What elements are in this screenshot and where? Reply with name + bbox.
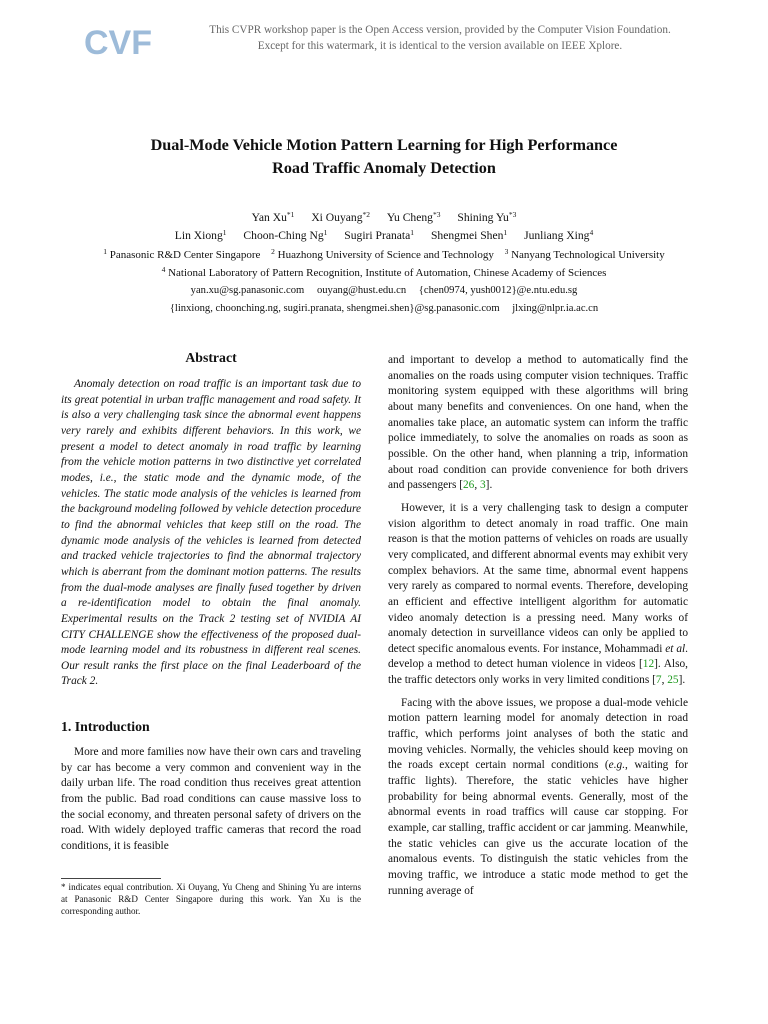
watermark-text xyxy=(140,23,740,54)
left-column xyxy=(61,348,361,862)
author: Shengmei Shen$^1$ xyxy=(430,228,508,243)
author: Choon-Ching Ng$^1$ xyxy=(243,228,328,243)
introduction-heading: 1. Introduction xyxy=(61,719,150,735)
abstract-heading: Abstract xyxy=(185,350,237,365)
affiliation: $^4$ National Laboratory of Pattern Recognition, Institute of Automation, Chinese Academy of Sciences xyxy=(161,264,607,279)
author-row-2 xyxy=(40,227,728,245)
author: Yan Xu$^{*1}$ xyxy=(251,210,295,224)
title-line-2: Road Traffic Anomaly Detection xyxy=(272,158,496,177)
watermark-line-1: This CVPR workshop paper is the Open Access version, provided by the Computer Vision Foundation. xyxy=(209,24,671,36)
affiliation: $^1$ Panasonic R&D Center Singapore xyxy=(103,246,261,261)
email-row-1 xyxy=(40,282,728,300)
affiliation: $^3$ Nanyang Technological University xyxy=(504,246,665,261)
title-line-1: Dual-Mode Vehicle Motion Pattern Learning for High Performance xyxy=(150,136,618,154)
citation-link[interactable]: 7 xyxy=(655,674,662,687)
citation-link[interactable]: 25 xyxy=(667,674,679,687)
affiliation: $^2$ Huazhong University of Science and Technology xyxy=(271,246,494,261)
email: {chen0974, yush0012}@e.ntu.edu.sg xyxy=(418,285,578,297)
right-paragraph-2: However, it is a very challenging task to design a computer vision algorithm to detect anomaly in road traffic. One main reason is that the motion patterns of vehicles on roads are usually very complicated, and different abnormal events may exhibit very complex behaviors. At the same time, abnormal event happens very rarely as compared to normal events. Therefore, developing an efficient and effective intelligent algorithm for automatic video anomaly detection is a pressing need. Many works of anomaly detection in surveillance videos can only be applied to detect specific anomalous events. For instance, Mohammadi et al. develop a method to detect human violence in videos [12]. Also, the traffic detectors only works in very limited conditions [7, 25]. xyxy=(388,501,688,687)
citation-link[interactable]: 3 xyxy=(480,479,486,492)
email-row-2 xyxy=(40,300,728,318)
email: yan.xu@sg.panasonic.com xyxy=(190,285,305,297)
author: Lin Xiong$^1$ xyxy=(174,228,227,243)
footnote: * indicates equal contribution. Xi Ouyang, Yu Cheng and Shining Yu are interns at Panasonic R&D Center Singapore during this work. Yan Xu is the corresponding author. xyxy=(61,882,361,917)
email: ouyang@hust.edu.cn xyxy=(316,285,407,297)
author-row-1 xyxy=(40,209,728,227)
author-block xyxy=(40,209,728,319)
watermark-line-2: Except for this watermark, it is identical to the version available on IEEE Xplore. xyxy=(257,39,623,52)
cvf-logo-icon xyxy=(84,20,152,62)
footnote-rule xyxy=(61,878,161,879)
paper-title xyxy=(60,134,708,179)
introduction-paragraph-1: More and more families now have their own cars and traveling by car has become a very common and convenient way in the daily urban life. The road condition thus receives great attention from the public. Bad road conditions can cause massive loss to the social economy, and threaten personal safety of drivers on the road. With widely deployed traffic cameras that record the road conditions, it is feasible xyxy=(61,746,361,853)
cvf-watermark xyxy=(84,20,671,62)
author: Shining Yu$^{*3}$ xyxy=(457,210,517,224)
citation-link[interactable]: 12 xyxy=(642,658,655,671)
right-paragraph-1: and important to develop a method to automatically find the anomalies on the roads using computer vision techniques. Traffic monitoring system equipped with these algorithms will bring about many benefits and conveniences. On one hand, when the anomalies take place, an automatic system can inform the traffic police immediately, to solve the anomalies on roads as soon as possible. On the other hand, when planning a trip, information about road condition can provide convenience for both drivers and passengers [26, 3]. xyxy=(388,354,688,492)
email: {linxiong, choonching.ng, sugiri.pranata, shengmei.shen}@sg.panasonic.com xyxy=(169,303,500,315)
right-paragraph-3: Facing with the above issues, we propose a dual-mode vehicle motion pattern learning model for anomaly detection in road traffic, which performs joint analyses of both the static and moving vehicles. Normally, the vehicles should keep moving on the roads except certain normal conditions (e.g., waiting for traffic lights). Therefore, the static vehicles have higher probability for being abnormal events. Generally, most of the abnormal events in road traffics will cause car stopping. For example, car stalling, traffic accident or car jamming. Meanwhile, the static vehicles can give us the accurate location of the anomalous events. To distinguish the static vehicles from the moving traffic, we introduce a static mode method to get the running average of xyxy=(388,696,688,897)
citation-link[interactable]: 26 xyxy=(462,479,475,492)
email: jlxing@nlpr.ia.ac.cn xyxy=(512,303,599,315)
affiliation-row-1 xyxy=(40,246,728,264)
cvf-logo-text: CVF xyxy=(84,24,152,62)
abstract-body: Anomaly detection on road traffic is an important task due to its great potential in urban traffic management and road safety. It is also a very challenging task since the abnormal event happens very rarely and exhibits different behaviors. In this work, we present a model to detect anomaly in road traffic by learning from the vehicle motion patterns in two distinctive yet correlated modes, i.e., the static mode and the dynamic mode, of the vehicles. The static mode analysis of the vehicles is learned from the background modeling followed by vehicle detection procedure to find the abnormal vehicles that keep still on the road. The dynamic mode analysis of the vehicles is learned from detected and tracked vehicle trajectories to find the abnormal trajectory which is aberrant from the dominant motion patterns. The results from the dual-mode analyses are finally fused together by driven a re-identification model to obtain the final anomaly. Experimental results on the Track 2 testing set of NVIDIA AI CITY CHALLENGE show the effectiveness of the proposed dual-mode learning model and its robustness in different real scenes. Our result ranks the first place on the final Leaderboard of the Track 2. xyxy=(61,378,361,688)
right-column xyxy=(388,353,688,906)
author: Junliang Xing$^4$ xyxy=(524,228,594,243)
author: Xi Ouyang$^{*2}$ xyxy=(311,210,371,224)
affiliation-row-2 xyxy=(40,264,728,282)
author: Sugiri Pranata$^1$ xyxy=(344,228,415,243)
author: Yu Cheng$^{*3}$ xyxy=(386,210,441,224)
